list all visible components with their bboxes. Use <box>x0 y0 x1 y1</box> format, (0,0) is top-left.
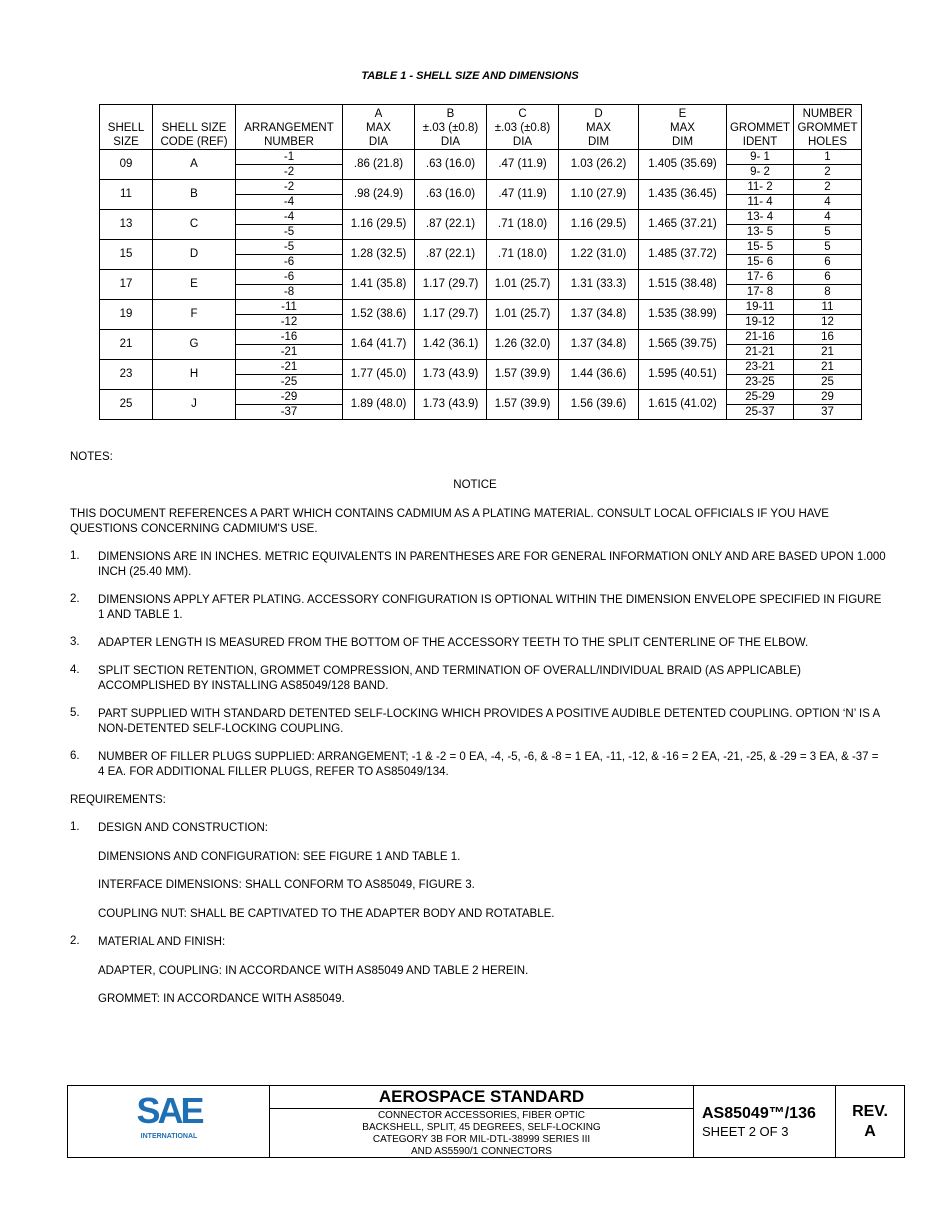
cell-shell-size: 09 <box>100 150 153 180</box>
cell-b: 1.42 (36.1) <box>415 330 487 360</box>
cell-e: 1.485 (37.72) <box>639 240 727 270</box>
document-number-block <box>694 1086 836 1157</box>
cell-grommet: 19-12 <box>727 315 794 330</box>
cell-a: .86 (21.8) <box>343 150 415 180</box>
cell-a: .98 (24.9) <box>343 180 415 210</box>
cell-shell-code: C <box>153 210 236 240</box>
req-line: ADAPTER, COUPLING: IN ACCORDANCE WITH AS85049 AND TABLE 2 HEREIN. <box>98 965 529 977</box>
cell-arrangement: -21 <box>236 345 343 360</box>
cell-c: 1.01 (25.7) <box>487 300 559 330</box>
header-b: B ±.03 (±0.8) DIA <box>415 105 487 150</box>
table-row <box>100 180 862 195</box>
cell-shell-code: A <box>153 150 236 180</box>
note-number: 5. <box>70 707 80 719</box>
cell-grommet: 25-37 <box>727 405 794 420</box>
cell-shell-size: 15 <box>100 240 153 270</box>
cell-grommet: 25-29 <box>727 390 794 405</box>
cell-c: .71 (18.0) <box>487 240 559 270</box>
subtitle-line: CONNECTOR ACCESSORIES, FIBER OPTIC <box>377 1110 586 1121</box>
cell-shell-size: 17 <box>100 270 153 300</box>
title-block <box>67 1085 905 1158</box>
requirements-label: REQUIREMENTS: <box>70 794 166 806</box>
req-number: 1. <box>70 821 80 833</box>
cell-holes: 12 <box>794 315 862 330</box>
cell-b: .87 (22.1) <box>415 210 487 240</box>
cell-a: 1.64 (41.7) <box>343 330 415 360</box>
cell-e: 1.535 (38.99) <box>639 300 727 330</box>
cell-e: 1.405 (35.69) <box>639 150 727 180</box>
cell-shell-code: E <box>153 270 236 300</box>
cell-c: 1.57 (39.9) <box>487 390 559 420</box>
cell-d: 1.16 (29.5) <box>559 210 639 240</box>
req-line: GROMMET: IN ACCORDANCE WITH AS85049. <box>98 993 345 1005</box>
table-row <box>100 330 862 345</box>
note-text: DIMENSIONS APPLY AFTER PLATING. ACCESSORY CONFIGURATION IS OPTIONAL WITHIN THE DIMENSION ENVELOPE SPECIFIED IN FIGURE 1 AND TABLE 1. <box>98 594 882 621</box>
req-title: DESIGN AND CONSTRUCTION: <box>98 822 268 834</box>
req-line: COUPLING NUT: SHALL BE CAPTIVATED TO THE ADAPTER BODY AND ROTATABLE. <box>98 908 555 920</box>
cell-grommet: 13- 5 <box>727 225 794 240</box>
cell-shell-size: 21 <box>100 330 153 360</box>
cell-shell-size: 19 <box>100 300 153 330</box>
note-number: 2. <box>70 593 80 605</box>
cell-arrangement: -6 <box>236 270 343 285</box>
cell-d: 1.22 (31.0) <box>559 240 639 270</box>
cell-grommet: 9- 1 <box>727 150 794 165</box>
note-text: DIMENSIONS ARE IN INCHES. METRIC EQUIVALENTS IN PARENTHESES ARE FOR GENERAL INFORMATION ONLY AND ARE BASED UPON 1.000 INCH (25.40 MM). <box>98 551 886 578</box>
note-number: 3. <box>70 636 80 648</box>
cell-holes: 21 <box>794 360 862 375</box>
cell-d: 1.03 (26.2) <box>559 150 639 180</box>
cell-b: .63 (16.0) <box>415 150 487 180</box>
cell-grommet: 23-25 <box>727 375 794 390</box>
cell-a: 1.89 (48.0) <box>343 390 415 420</box>
cell-holes: 16 <box>794 330 862 345</box>
revision-block <box>836 1086 904 1157</box>
cell-b: 1.17 (29.7) <box>415 300 487 330</box>
table-row <box>100 210 862 225</box>
cell-grommet: 11- 2 <box>727 180 794 195</box>
header-e: E MAX DIM <box>639 105 727 150</box>
table-row <box>100 300 862 315</box>
cell-a: 1.28 (32.5) <box>343 240 415 270</box>
note-number: 1. <box>70 550 80 562</box>
document-number: AS85049™/136 <box>702 1105 816 1122</box>
notice-label: NOTICE <box>453 479 497 491</box>
note-number: 6. <box>70 750 80 762</box>
req-number: 2. <box>70 935 80 947</box>
cell-grommet: 9- 2 <box>727 165 794 180</box>
cell-grommet: 15- 5 <box>727 240 794 255</box>
cell-grommet: 21-16 <box>727 330 794 345</box>
cell-holes: 21 <box>794 345 862 360</box>
cell-holes: 1 <box>794 150 862 165</box>
cell-b: .63 (16.0) <box>415 180 487 210</box>
cell-arrangement: -12 <box>236 315 343 330</box>
table-row <box>100 150 862 165</box>
shell-size-table <box>99 104 862 420</box>
table-header-row <box>100 105 862 150</box>
table-row <box>100 360 862 375</box>
cell-holes: 29 <box>794 390 862 405</box>
cell-c: 1.01 (25.7) <box>487 270 559 300</box>
cell-c: .47 (11.9) <box>487 150 559 180</box>
cell-e: 1.435 (36.45) <box>639 180 727 210</box>
cell-holes: 5 <box>794 225 862 240</box>
note-text: NUMBER OF FILLER PLUGS SUPPLIED: ARRANGEMENT; -1 & -2 = 0 EA, -4, -5, -6, & -8 = 1 EA, -11, -12, & -16 = 2 EA, -21, -25, & -29 = 3 EA, & -37 = 4 EA. FOR ADDITIONAL FILLER PLUGS, REFER TO AS85049/134. <box>98 751 879 778</box>
cell-holes: 6 <box>794 255 862 270</box>
header-holes: NUMBER GROMMET HOLES <box>794 105 862 150</box>
req-title: MATERIAL AND FINISH: <box>98 936 226 948</box>
document-subtitle <box>270 1110 693 1158</box>
cell-e: 1.615 (41.02) <box>639 390 727 420</box>
cell-holes: 5 <box>794 240 862 255</box>
header-d: D MAX DIM <box>559 105 639 150</box>
cell-shell-code: F <box>153 300 236 330</box>
cell-grommet: 19-11 <box>727 300 794 315</box>
subtitle-line: AND AS5590/1 CONNECTORS <box>411 1146 552 1157</box>
cell-grommet: 11- 4 <box>727 195 794 210</box>
cell-arrangement: -11 <box>236 300 343 315</box>
cell-arrangement: -1 <box>236 150 343 165</box>
cell-holes: 8 <box>794 285 862 300</box>
cell-arrangement: -25 <box>236 375 343 390</box>
cell-holes: 4 <box>794 210 862 225</box>
title-block-center <box>270 1086 694 1157</box>
cell-shell-code: G <box>153 330 236 360</box>
cell-d: 1.37 (34.8) <box>559 330 639 360</box>
cell-shell-code: D <box>153 240 236 270</box>
header-shell-size: SHELL SIZE <box>100 105 153 150</box>
cell-a: 1.16 (29.5) <box>343 210 415 240</box>
header-a: A MAX DIA <box>343 105 415 150</box>
note-text: ADAPTER LENGTH IS MEASURED FROM THE BOTTOM OF THE ACCESSORY TEETH TO THE SPLIT CENTERLINE OF THE ELBOW. <box>98 637 809 649</box>
cell-b: 1.17 (29.7) <box>415 270 487 300</box>
table-row <box>100 270 862 285</box>
cell-e: 1.515 (38.48) <box>639 270 727 300</box>
cell-holes: 4 <box>794 195 862 210</box>
cell-arrangement: -6 <box>236 255 343 270</box>
cell-d: 1.31 (33.3) <box>559 270 639 300</box>
sae-logo <box>68 1086 270 1157</box>
cell-a: 1.52 (38.6) <box>343 300 415 330</box>
note-text: PART SUPPLIED WITH STANDARD DETENTED SELF-LOCKING WHICH PROVIDES A POSITIVE AUDIBLE DETENTED COUPLING. OPTION ‘N’ IS A NON-DETENTED SELF-LOCKING COUPLING. <box>98 708 880 735</box>
header-shell-code: SHELL SIZE CODE (REF) <box>153 105 236 150</box>
cell-e: 1.565 (39.75) <box>639 330 727 360</box>
cell-holes: 11 <box>794 300 862 315</box>
header-c: C ±.03 (±0.8) DIA <box>487 105 559 150</box>
cell-shell-size: 23 <box>100 360 153 390</box>
sae-logo-icon <box>68 1086 270 1156</box>
cell-d: 1.37 (34.8) <box>559 300 639 330</box>
cell-grommet: 23-21 <box>727 360 794 375</box>
cell-arrangement: -2 <box>236 180 343 195</box>
cell-grommet: 17- 6 <box>727 270 794 285</box>
cell-holes: 2 <box>794 165 862 180</box>
cell-b: .87 (22.1) <box>415 240 487 270</box>
notes-label: NOTES: <box>70 451 113 463</box>
cell-shell-size: 13 <box>100 210 153 240</box>
cell-shell-code: H <box>153 360 236 390</box>
cell-arrangement: -16 <box>236 330 343 345</box>
cell-arrangement: -4 <box>236 195 343 210</box>
cell-d: 1.10 (27.9) <box>559 180 639 210</box>
cell-holes: 6 <box>794 270 862 285</box>
cell-arrangement: -21 <box>236 360 343 375</box>
cell-arrangement: -37 <box>236 405 343 420</box>
req-line: DIMENSIONS AND CONFIGURATION: SEE FIGURE 1 AND TABLE 1. <box>98 851 461 863</box>
note-text: SPLIT SECTION RETENTION, GROMMET COMPRESSION, AND TERMINATION OF OVERALL/INDIVIDUAL BRAID (AS APPLICABLE) ACCOMPLISHED BY INSTALLING AS85049/128 BAND. <box>98 665 801 692</box>
notice-text: THIS DOCUMENT REFERENCES A PART WHICH CONTAINS CADMIUM AS A PLATING MATERIAL. CONSULT LOCAL OFFICIALS IF YOU HAVE QUESTIONS CONCERNING CADMIUM'S USE. <box>70 508 829 535</box>
cell-holes: 2 <box>794 180 862 195</box>
table-row <box>100 390 862 405</box>
table-title: TABLE 1 - SHELL SIZE AND DIMENSIONS <box>361 70 579 82</box>
note-number: 4. <box>70 664 80 676</box>
cell-b: 1.73 (43.9) <box>415 390 487 420</box>
logo-wordmark: SAE <box>136 1090 202 1131</box>
cell-arrangement: -4 <box>236 210 343 225</box>
cell-arrangement: -8 <box>236 285 343 300</box>
cell-c: 1.57 (39.9) <box>487 360 559 390</box>
cell-c: 1.26 (32.0) <box>487 330 559 360</box>
cell-shell-code: B <box>153 180 236 210</box>
cell-e: 1.465 (37.21) <box>639 210 727 240</box>
cell-arrangement: -29 <box>236 390 343 405</box>
cell-shell-code: J <box>153 390 236 420</box>
cell-d: 1.56 (39.6) <box>559 390 639 420</box>
cell-arrangement: -5 <box>236 240 343 255</box>
cell-a: 1.77 (45.0) <box>343 360 415 390</box>
cell-grommet: 21-21 <box>727 345 794 360</box>
cell-shell-size: 25 <box>100 390 153 420</box>
revision-value: A <box>864 1123 876 1140</box>
subtitle-line: CATEGORY 3B FOR MIL-DTL-38999 SERIES III <box>372 1134 591 1145</box>
req-line: INTERFACE DIMENSIONS: SHALL CONFORM TO AS85049, FIGURE 3. <box>98 879 475 891</box>
table-row <box>100 240 862 255</box>
cell-b: 1.73 (43.9) <box>415 360 487 390</box>
sheet-number: SHEET 2 OF 3 <box>702 1124 789 1139</box>
header-grommet: GROMMET IDENT <box>727 105 794 150</box>
cell-a: 1.41 (35.8) <box>343 270 415 300</box>
cell-d: 1.44 (36.6) <box>559 360 639 390</box>
cell-e: 1.595 (40.51) <box>639 360 727 390</box>
cell-arrangement: -5 <box>236 225 343 240</box>
header-arrangement: ARRANGEMENT NUMBER <box>236 105 343 150</box>
cell-holes: 25 <box>794 375 862 390</box>
cell-shell-size: 11 <box>100 180 153 210</box>
cell-holes: 37 <box>794 405 862 420</box>
cell-grommet: 13- 4 <box>727 210 794 225</box>
cell-c: .47 (11.9) <box>487 180 559 210</box>
cell-c: .71 (18.0) <box>487 210 559 240</box>
subtitle-line: BACKSHELL, SPLIT, 45 DEGREES, SELF-LOCKING <box>362 1122 601 1133</box>
cell-grommet: 15- 6 <box>727 255 794 270</box>
cell-grommet: 17- 8 <box>727 285 794 300</box>
standard-heading: AEROSPACE STANDARD <box>270 1086 693 1109</box>
cell-arrangement: -2 <box>236 165 343 180</box>
revision-label: REV. <box>852 1103 888 1120</box>
logo-subtitle: INTERNATIONAL <box>140 1133 198 1140</box>
